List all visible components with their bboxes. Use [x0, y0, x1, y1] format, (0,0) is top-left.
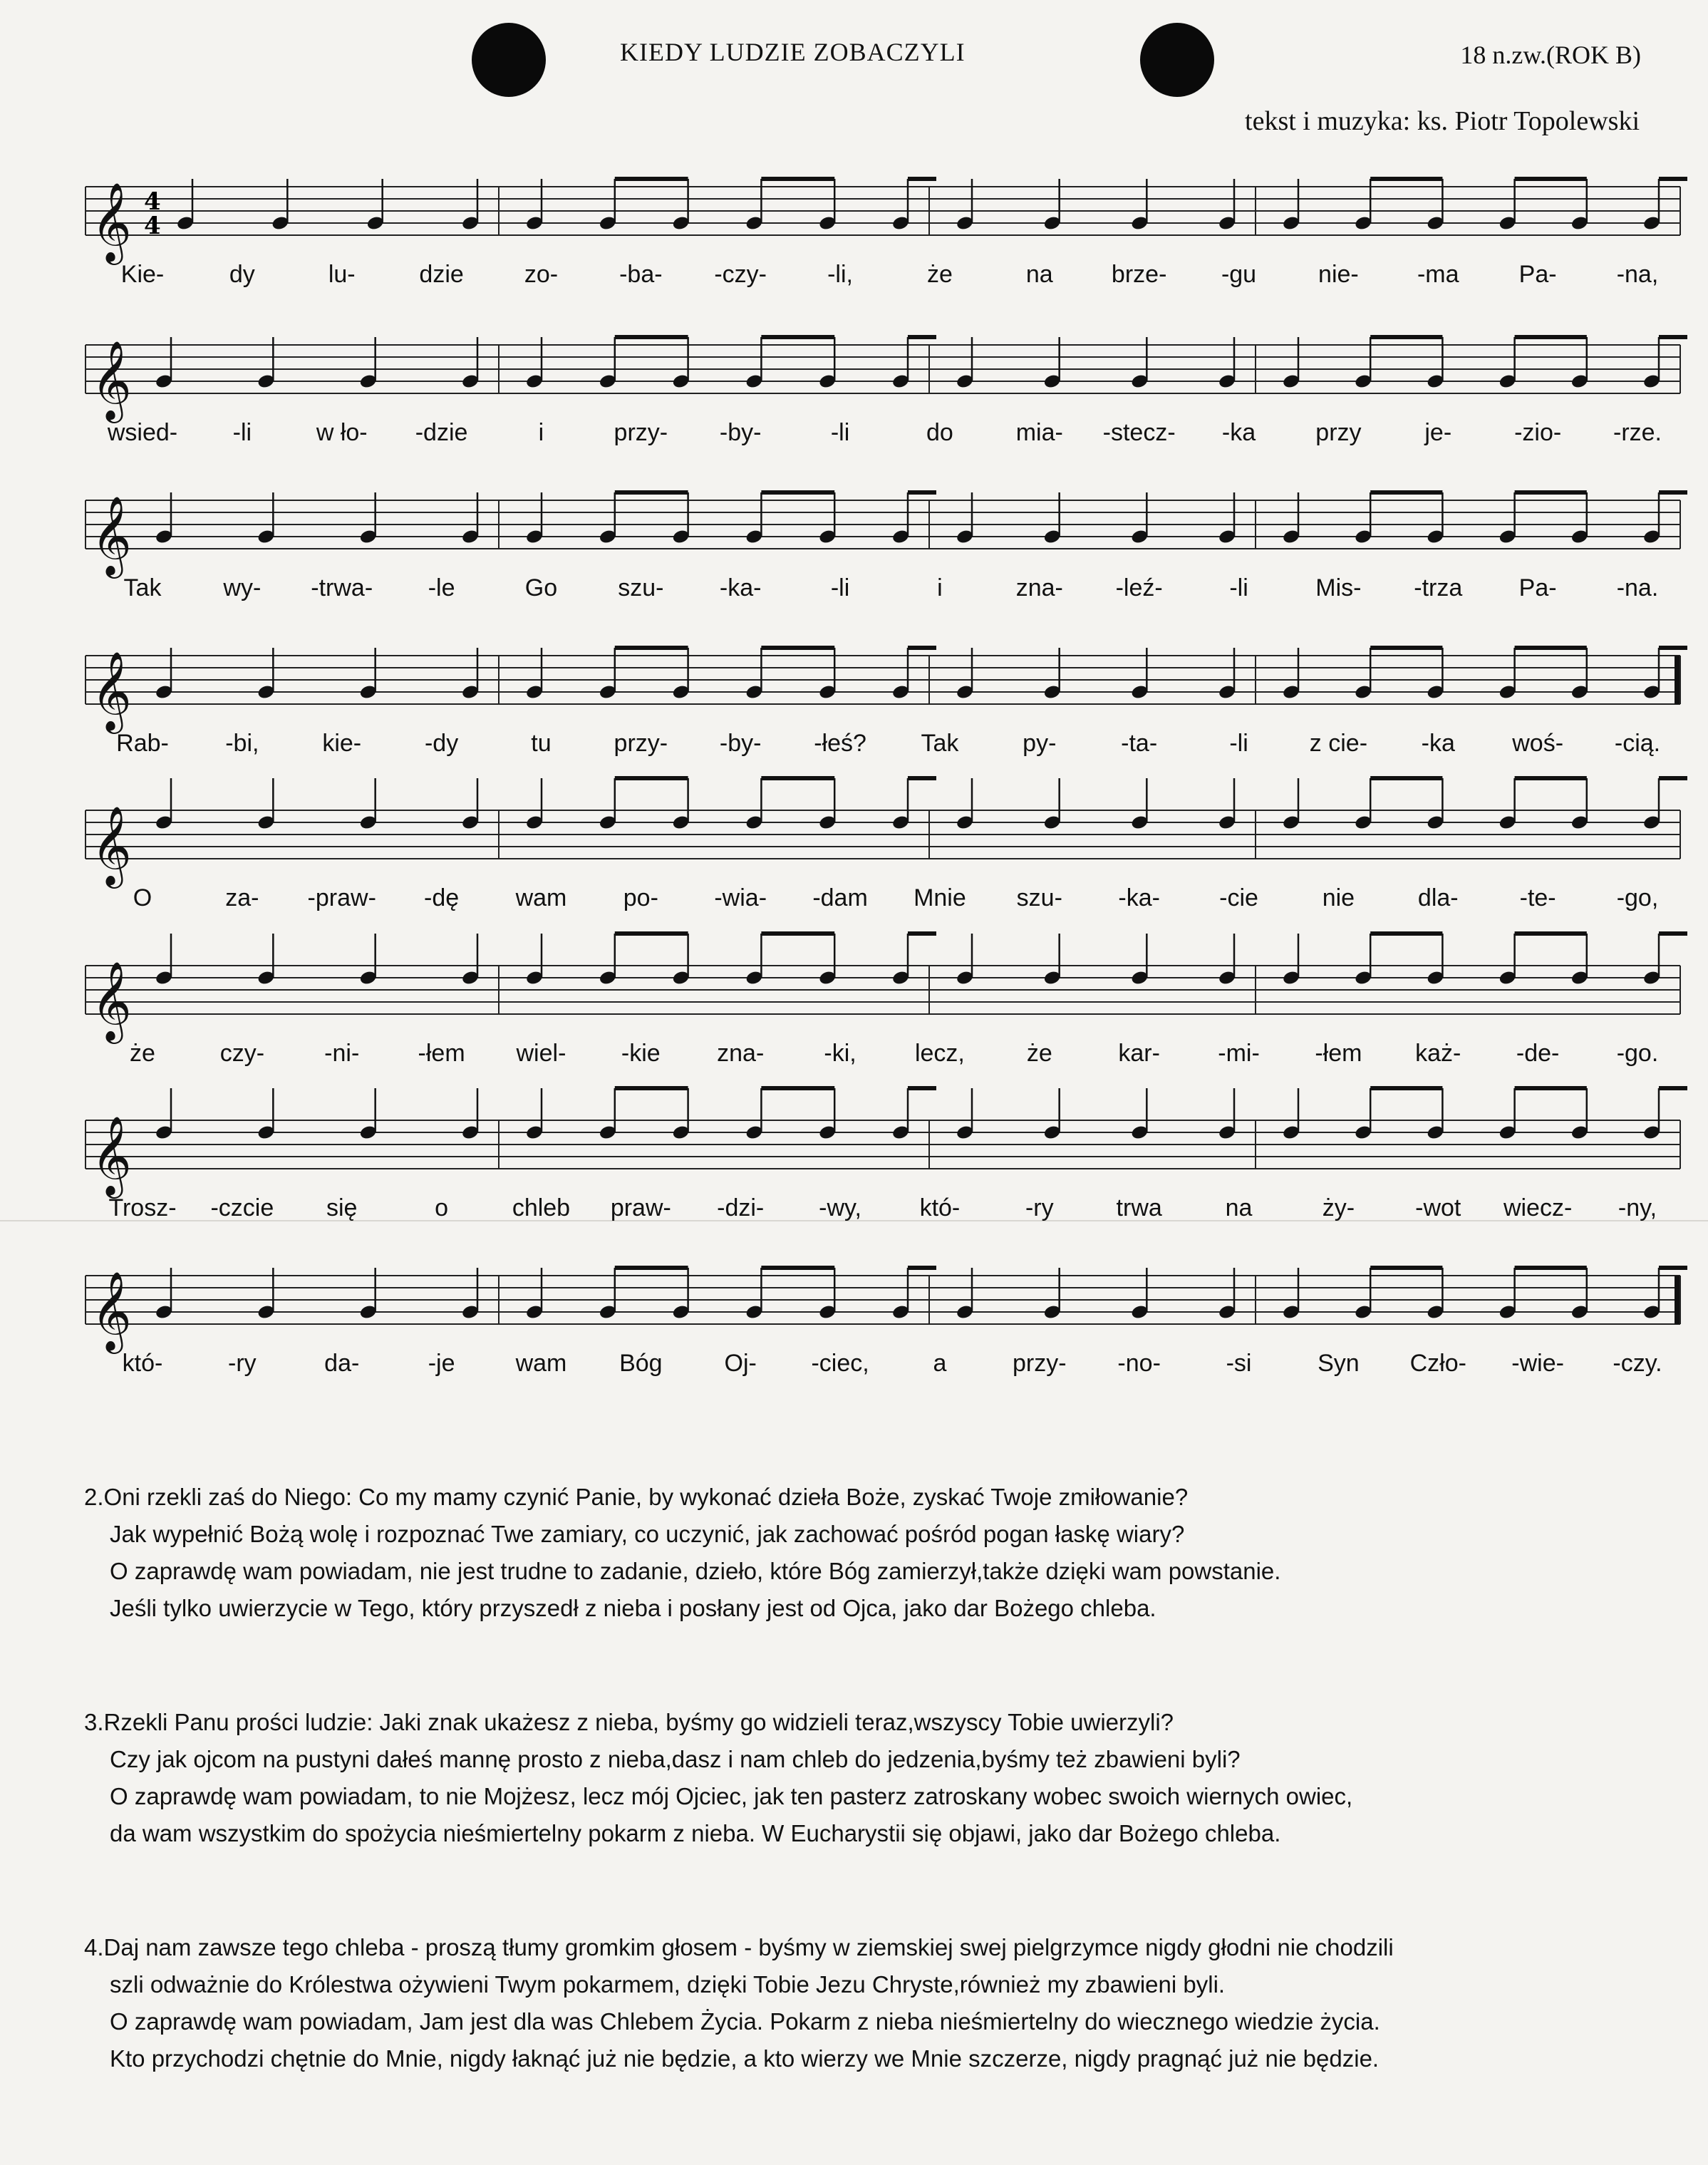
lyric-syllable: Bóg	[619, 1350, 663, 1377]
lyric-syllable: -ka-	[1118, 884, 1160, 911]
lyric-syllable: -mi-	[1218, 1040, 1260, 1067]
lyric-syllable: -go,	[1616, 884, 1659, 911]
lyric-syllable: szu-	[1016, 884, 1062, 911]
lyric-syllable: -ma	[1417, 261, 1459, 288]
lyric-syllable: -na,	[1616, 261, 1659, 288]
lyric-syllable: -cią.	[1614, 730, 1661, 757]
lyric-syllable: da-	[324, 1350, 360, 1377]
lyric-syllable: ży-	[1322, 1194, 1355, 1221]
lyric-syllable: -go.	[1616, 1040, 1659, 1067]
staff-system	[86, 1268, 1687, 1377]
lyric-syllable: -li	[1229, 730, 1248, 757]
lyric-syllable: wam	[515, 884, 567, 911]
lyric-syllable: przy-	[1013, 1350, 1067, 1377]
lyric-syllable: a	[933, 1350, 947, 1377]
lyric-syllable: je-	[1424, 419, 1452, 446]
lyric-syllable: -leź-	[1115, 574, 1163, 601]
lyric-syllable: na	[1025, 261, 1053, 288]
lyric-syllable: i	[937, 574, 943, 601]
lyric-syllable: Tak	[921, 730, 959, 757]
lyric-syllable: kar-	[1118, 1040, 1160, 1067]
lyric-syllable: -zio-	[1514, 419, 1562, 446]
lyric-syllable: -dzi-	[717, 1194, 765, 1221]
lyric-syllable: nie-	[1318, 261, 1359, 288]
lyric-syllable: Rab-	[116, 730, 169, 757]
lyric-syllable: wsied-	[107, 419, 178, 446]
lyric-syllable: Mis-	[1315, 574, 1362, 601]
lyric-syllable: -łeś?	[814, 730, 866, 757]
verses	[84, 1479, 1673, 2154]
lyric-syllable: Oj-	[724, 1350, 757, 1377]
lyric-syllable: dzie	[419, 261, 464, 288]
lyric-syllable: praw-	[610, 1194, 671, 1221]
lyric-syllable: -trwa-	[311, 574, 373, 601]
song-title: KIEDY LUDZIE ZOBACZYLI	[620, 38, 966, 66]
treble-clef-icon: 𝄞	[91, 1115, 132, 1195]
lyric-syllable: -ny,	[1618, 1194, 1657, 1221]
lyric-syllable: -ta-	[1121, 730, 1158, 757]
lyric-syllable: tu	[531, 730, 552, 757]
lyric-syllable: -dy	[424, 730, 459, 757]
lyric-syllable: na	[1225, 1194, 1253, 1221]
lyric-syllable: zo-	[524, 261, 559, 288]
lyric-syllable: wy-	[223, 574, 262, 601]
verse-line: Jak wypełnić Bożą wolę i rozpoznać Twe zamiary, co uczynić, jak zachować pośród pogan łaskę wiary?	[110, 1521, 1185, 1547]
lyric-syllable: z cie-	[1309, 730, 1368, 757]
credits: tekst i muzyka: ks. Piotr Topolewski	[1245, 106, 1640, 136]
final-barline	[1675, 1276, 1679, 1324]
staff-system	[86, 179, 1687, 288]
lyric-syllable: przy-	[614, 730, 668, 757]
lyric-syllable: -dzie	[415, 419, 468, 446]
lyric-syllable: -łem	[1315, 1040, 1362, 1067]
verse-line: 2.Oni rzekli zaś do Niego: Co my mamy czynić Panie, by wykonać dzieła Boże, zyskać Twoje zmiłowanie?	[84, 1484, 1189, 1510]
verse-4	[84, 1929, 1673, 2077]
treble-clef-icon: 𝄞	[91, 340, 132, 420]
treble-clef-icon: 𝄞	[91, 805, 132, 885]
lyric-syllable: że	[130, 1040, 155, 1067]
lyric-syllable: się	[326, 1194, 358, 1221]
verse-3	[84, 1704, 1673, 1852]
verse-line: O zaprawdę wam powiadam, to nie Mojżesz, lecz mój Ojciec, jak ten pasterz zatroskany wobec swoich wiernych owiec,	[110, 1783, 1353, 1809]
lyric-syllable: -si	[1226, 1350, 1252, 1377]
lyric-syllable: chleb	[512, 1194, 571, 1221]
lyric-syllable: lu-	[328, 261, 356, 288]
lyric-syllable: przy-	[614, 419, 668, 446]
lyric-syllable: -praw-	[307, 884, 376, 911]
lyric-syllable: zna-	[1015, 574, 1063, 601]
time-signature-bottom: 4	[144, 212, 161, 240]
lyric-syllable: trwa	[1116, 1194, 1162, 1221]
lyric-syllable: wiecz-	[1503, 1194, 1573, 1221]
lyric-syllable: -ba-	[619, 261, 663, 288]
lyric-syllable: -wy,	[819, 1194, 861, 1221]
lyric-syllable: że	[1026, 1040, 1052, 1067]
lyric-syllable: po-	[623, 884, 658, 911]
lyric-syllable: każ-	[1415, 1040, 1461, 1067]
lyric-syllable: -wot	[1415, 1194, 1461, 1221]
lyric-syllable: -gu	[1221, 261, 1257, 288]
lyric-syllable: -czy.	[1613, 1350, 1662, 1377]
lyric-syllable: Pa-	[1518, 261, 1557, 288]
staff-system	[86, 934, 1687, 1067]
lyric-syllable: O	[133, 884, 152, 911]
lyric-syllable: -li	[830, 419, 850, 446]
lyric-syllable: kie-	[322, 730, 362, 757]
lyric-syllable: dla-	[1417, 884, 1459, 911]
treble-clef-icon: 𝄞	[91, 495, 132, 575]
verse-line: da wam wszystkim do spożycia nieśmiertelny pokarm z nieba. W Eucharystii się objawi, jako dar Bożego chleba.	[110, 1820, 1281, 1846]
lyric-syllable: wiel-	[516, 1040, 566, 1067]
lyric-syllable: Czło-	[1409, 1350, 1466, 1377]
lyric-syllable: -rze.	[1613, 419, 1662, 446]
lyric-syllable: Syn	[1318, 1350, 1360, 1377]
lyric-syllable: i	[538, 419, 544, 446]
lyric-syllable: Trosz-	[108, 1194, 177, 1221]
lyric-syllable: do	[926, 419, 953, 446]
lyric-syllable: -ry	[1025, 1194, 1054, 1221]
lyric-syllable: -ry	[228, 1350, 257, 1377]
verse-line: Jeśli tylko uwierzycie w Tego, który przyszedł z nieba i posłany jest od Ojca, jako dar Bożego chleba.	[110, 1595, 1156, 1621]
lyric-syllable: -li	[830, 574, 850, 601]
lyric-syllable: -bi,	[225, 730, 259, 757]
lyric-syllable: woś-	[1512, 730, 1564, 757]
staff-system	[86, 778, 1687, 911]
lyric-syllable: Pa-	[1518, 574, 1557, 601]
lyric-syllable: -ka-	[719, 574, 762, 601]
lyric-syllable: -na.	[1616, 574, 1659, 601]
lyric-syllable: -by-	[719, 419, 762, 446]
staff-system	[86, 337, 1687, 446]
lyric-syllable: Tak	[123, 574, 162, 601]
lyric-syllable: zna-	[717, 1040, 765, 1067]
verse-2	[84, 1479, 1673, 1627]
lyric-syllable: -ciec,	[811, 1350, 869, 1377]
lyric-syllable: -ni-	[324, 1040, 360, 1067]
lyric-syllable: w ło-	[316, 419, 368, 446]
treble-clef-icon: 𝄞	[91, 961, 132, 1040]
lyric-syllable: -trza	[1414, 574, 1463, 601]
lyric-syllable: -wia-	[714, 884, 767, 911]
treble-clef-icon: 𝄞	[91, 1271, 132, 1350]
lyric-syllable: Mnie	[913, 884, 966, 911]
verse-line: O zaprawdę wam powiadam, Jam jest dla was Chlebem Życia. Pokarm z nieba nieśmiertelny do wiecznego wiedzie życia.	[110, 2008, 1380, 2035]
lyric-syllable: -czy-	[714, 261, 767, 288]
lyric-syllable: przy	[1315, 419, 1362, 446]
lyric-syllable: -ki,	[824, 1040, 856, 1067]
liturgical-reference: 18 n.zw.(ROK B)	[1460, 41, 1641, 69]
lyric-syllable: wam	[515, 1350, 567, 1377]
lyric-syllable: szu-	[618, 574, 664, 601]
verse-line: 3.Rzekli Panu prości ludzie: Jaki znak ukażesz z nieba, byśmy go widzieli teraz,wszyscy Tobie uwierzyli?	[84, 1709, 1174, 1735]
lyric-syllable: -łem	[418, 1040, 465, 1067]
lyric-syllable: -stecz-	[1102, 419, 1176, 446]
lyric-syllable: -je	[428, 1350, 455, 1377]
verse-line: Kto przychodzi chętnie do Mnie, nigdy łaknąć już nie będzie, a kto wierzy we Mnie szczerze, nigdy pragnąć już nie będzie.	[110, 2045, 1380, 2072]
lyric-syllable: -li	[232, 419, 252, 446]
verse-line: 4.Daj nam zawsze tego chleba - proszą tłumy gromkim głosem - byśmy w ziemskiej swej pielgrzymce nigdy głodni nie chodzili	[84, 1934, 1394, 1960]
time-signature-top: 4	[144, 187, 161, 216]
lyric-syllable: nie	[1322, 884, 1355, 911]
lyric-syllable: mia-	[1015, 419, 1063, 446]
lyric-syllable: że	[926, 261, 953, 288]
verse-line: Czy jak ojcom na pustyni dałeś mannę prosto z nieba,dasz i nam chleb do jedzenia,byśmy też zbawieni byli?	[110, 1746, 1241, 1772]
staff-system	[86, 1088, 1687, 1221]
treble-clef-icon: 𝄞	[91, 182, 132, 262]
lyric-syllable: za-	[225, 884, 259, 911]
final-barline	[1675, 656, 1679, 704]
staff-system	[86, 648, 1687, 757]
staff-system	[86, 492, 1687, 601]
lyric-syllable: -dę	[424, 884, 460, 911]
verse-line: O zaprawdę wam powiadam, nie jest trudne to zadanie, dzieło, które Bóg zamierzył,także dzięki wam powstanie.	[110, 1558, 1281, 1584]
lyric-syllable: -cie	[1219, 884, 1258, 911]
lyric-syllable: -dam	[812, 884, 868, 911]
verse-line: szli odważnie do Królestwa ożywieni Twym pokarmem, dzięki Tobie Jezu Chryste,również my zbawieni byli.	[110, 1971, 1226, 1998]
lyric-syllable: Go	[524, 574, 558, 601]
lyric-syllable: -ka	[1221, 419, 1256, 446]
lyric-syllable: -wie-	[1511, 1350, 1564, 1377]
lyric-syllable: dy	[229, 261, 255, 288]
lyric-syllable: któ-	[919, 1194, 961, 1221]
lyric-syllable: któ-	[122, 1350, 163, 1377]
lyric-syllable: -li,	[827, 261, 854, 288]
lyric-syllable: -li	[1229, 574, 1248, 601]
lyric-syllable: lecz,	[914, 1040, 965, 1067]
lyric-syllable: -czcie	[210, 1194, 274, 1221]
lyric-syllable: -kie	[621, 1040, 661, 1067]
treble-clef-icon: 𝄞	[91, 651, 132, 730]
lyric-syllable: -le	[428, 574, 455, 601]
lyric-syllable: -ka	[1421, 730, 1455, 757]
lyric-syllable: czy-	[219, 1040, 265, 1067]
lyric-syllable: brze-	[1111, 261, 1167, 288]
lyric-syllable: -de-	[1516, 1040, 1560, 1067]
lyric-syllable: Kie-	[120, 261, 165, 288]
lyric-syllable: py-	[1023, 730, 1057, 757]
lyric-syllable: -by-	[719, 730, 762, 757]
lyric-syllable: o	[435, 1194, 449, 1221]
lyric-syllable: -te-	[1519, 884, 1556, 911]
lyric-syllable: -no-	[1117, 1350, 1161, 1377]
